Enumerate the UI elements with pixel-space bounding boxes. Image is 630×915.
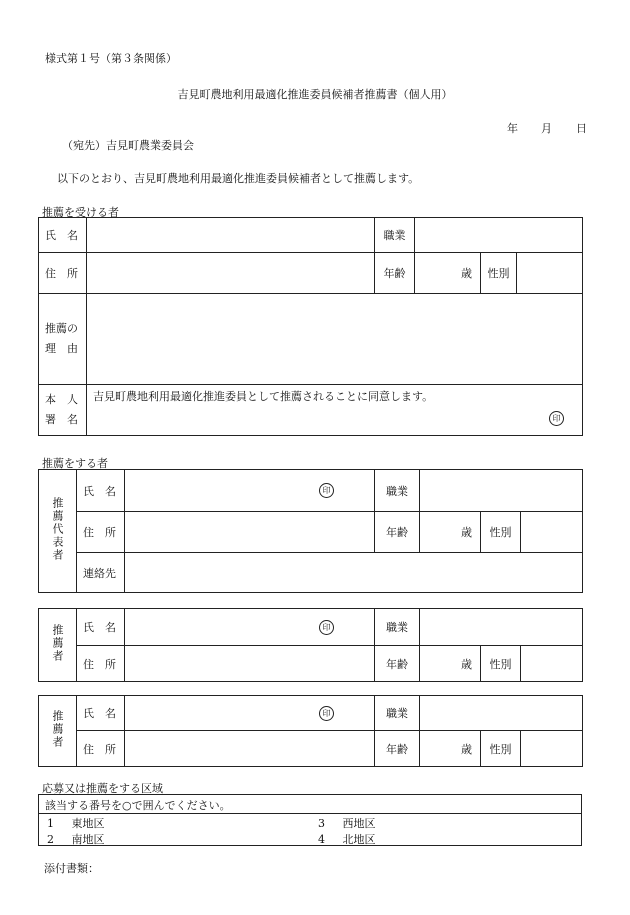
date-month-label: 月 [541, 122, 552, 135]
seal-icon: 印 [549, 411, 564, 426]
rep-contact-field[interactable] [125, 553, 583, 593]
rec2-gender-field[interactable] [521, 731, 583, 767]
rec1-occupation-field[interactable] [420, 609, 583, 646]
region-option-4-name: 北地区 [342, 833, 376, 846]
representative-table [38, 469, 583, 593]
seal-icon: 印 [319, 620, 334, 635]
region-option-4-number: 4 [318, 833, 325, 846]
rec2-age-label: 年齢 [375, 731, 420, 767]
nominee-reason-label-line2: 理 由 [45, 342, 78, 355]
rep-address-label: 住 所 [77, 512, 125, 553]
nominee-table [38, 217, 583, 436]
seal-icon: 印 [319, 706, 334, 721]
region-option-4[interactable] [318, 831, 376, 847]
nominee-occupation-label: 職業 [375, 218, 415, 253]
rec2-occupation-label: 職業 [375, 696, 420, 731]
rec2-occupation-field[interactable] [420, 696, 583, 731]
nominee-signature-label-line1: 本 人 [45, 393, 78, 406]
rec2-address-label: 住 所 [77, 731, 125, 767]
rec1-name-field[interactable] [125, 609, 375, 646]
region-option-2[interactable] [47, 831, 105, 847]
recommender-2-table [38, 695, 583, 767]
recommender-2-label: 推薦者 [51, 710, 64, 749]
consent-text: 吉見町農地利用最適化推進委員として推薦されることに同意します。 [93, 390, 434, 403]
rep-occupation-label: 職業 [375, 470, 420, 512]
rec1-age-label: 年齢 [375, 646, 420, 682]
nominee-gender-field[interactable] [517, 253, 583, 294]
rec1-address-field[interactable] [125, 646, 375, 682]
region-option-3-number: 3 [318, 817, 325, 830]
rep-gender-field[interactable] [521, 512, 583, 553]
form-title: 吉見町農地利用最適化推進委員候補者推薦書（個人用） [177, 88, 453, 101]
rec2-name-field[interactable] [125, 696, 375, 731]
nominee-address-field[interactable] [87, 253, 375, 294]
nominee-signature-field[interactable] [87, 385, 583, 436]
recommender-2-label-cell [39, 696, 77, 767]
date-day-label: 日 [576, 122, 587, 135]
region-option-1-number: 1 [47, 817, 54, 830]
region-option-3[interactable] [318, 815, 376, 831]
form-number: 様式第１号（第３条関係） [45, 52, 177, 65]
region-option-2-name: 南地区 [71, 833, 105, 846]
nominee-age-field[interactable] [415, 253, 481, 294]
region-instruction: 該当する番号を○で囲んでください。 [45, 799, 231, 812]
rep-age-label: 年齢 [375, 512, 420, 553]
date-year-label: 年 [507, 122, 518, 135]
rep-occupation-field[interactable] [420, 470, 583, 512]
rec1-occupation-label: 職業 [375, 609, 420, 646]
rec1-address-label: 住 所 [77, 646, 125, 682]
nominee-name-label: 氏 名 [39, 218, 87, 253]
rec2-gender-label: 性別 [481, 731, 521, 767]
representative-label-cell [39, 470, 77, 593]
recommender-1-label-cell [39, 609, 77, 682]
nominee-reason-label [39, 294, 87, 385]
nominee-section-title: 推薦を受ける者 [42, 206, 119, 219]
rep-age-unit: 歳 [461, 526, 472, 539]
representative-label: 推薦代表者 [51, 497, 64, 562]
region-option-3-name: 西地区 [342, 817, 376, 830]
rec2-address-field[interactable] [125, 731, 375, 767]
addressee: （宛先）吉見町農業委員会 [62, 139, 194, 152]
intro-text: 以下のとおり、吉見町農地利用最適化推進委員候補者として推薦します。 [57, 172, 420, 185]
rec1-gender-label: 性別 [481, 646, 521, 682]
region-option-1[interactable] [47, 815, 105, 831]
region-section-title: 応募又は推薦をする区域 [42, 782, 163, 795]
attachments-label: 添付書類： [44, 862, 99, 875]
recommender-1-label: 推薦者 [51, 624, 64, 663]
nominee-age-label: 年齢 [375, 253, 415, 294]
nominee-reason-field[interactable] [87, 294, 583, 385]
nominee-name-field[interactable] [87, 218, 375, 253]
rep-address-field[interactable] [125, 512, 375, 553]
recommenders-section-title: 推薦をする者 [42, 457, 108, 470]
seal-icon: 印 [319, 483, 334, 498]
nominee-age-unit: 歳 [461, 267, 472, 280]
rec2-age-unit: 歳 [461, 742, 472, 756]
rep-contact-label: 連絡先 [77, 553, 125, 593]
region-option-1-name: 東地区 [71, 817, 105, 830]
rep-name-field[interactable] [125, 470, 375, 512]
rec1-age-unit: 歳 [461, 657, 472, 671]
region-option-2-number: 2 [47, 833, 54, 846]
nominee-occupation-field[interactable] [415, 218, 583, 253]
nominee-signature-label-line2: 署 名 [45, 413, 78, 426]
region-box [38, 794, 582, 846]
rec1-age-field[interactable] [420, 646, 481, 682]
rec2-age-field[interactable] [420, 731, 481, 767]
region-instruction-row [39, 795, 581, 814]
nominee-address-label: 住 所 [39, 253, 87, 294]
nominee-signature-label [39, 385, 87, 436]
nominee-reason-label-line1: 推薦の [45, 322, 78, 335]
nominee-gender-label: 性別 [481, 253, 517, 294]
rep-name-label: 氏 名 [77, 470, 125, 512]
rep-age-field[interactable] [420, 512, 481, 553]
rec2-name-label: 氏 名 [77, 696, 125, 731]
rec1-name-label: 氏 名 [77, 609, 125, 646]
rec1-gender-field[interactable] [521, 646, 583, 682]
rep-gender-label: 性別 [481, 512, 521, 553]
recommender-1-table [38, 608, 583, 682]
